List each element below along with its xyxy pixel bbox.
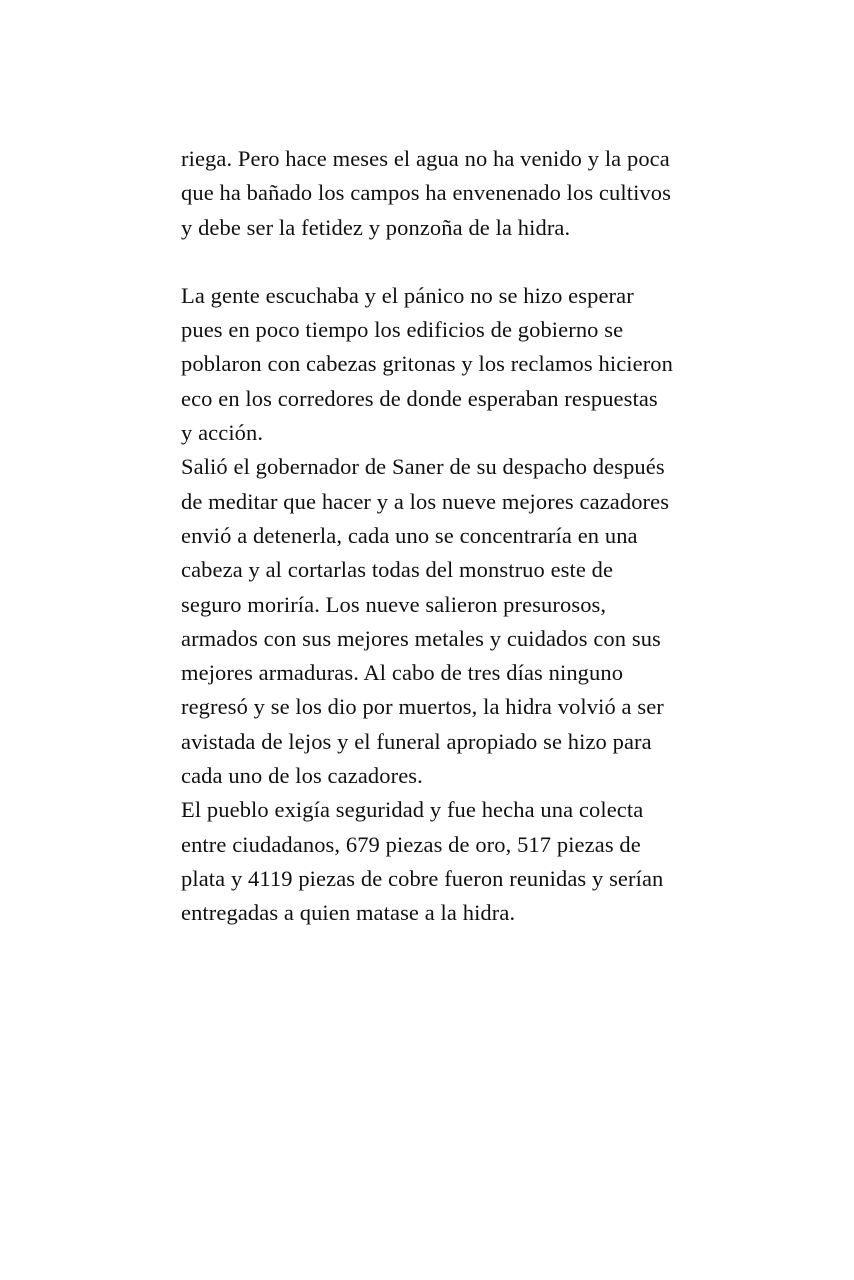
paragraph-3: Salió el gobernador de Saner de su despacho después de meditar que hacer y a los nueve mejores cazadores envió a detenerla, cada uno se concentraría en una cabeza y al cortarlas todas del monstruo este de seguro moriría. Los nueve salieron presurosos, armados con sus mejores metales y cuidados con sus mejores armaduras. Al cabo de tres días ninguno regresó y se los dio por muertos, la hidra volvió a ser avistada de lejos y el funeral apropiado se hizo para cada uno de los cazadores. xyxy=(181,454,670,789)
text-column xyxy=(181,142,673,931)
paragraph-2: La gente escuchaba y el pánico no se hizo esperar pues en poco tiempo los edificios de gobierno se poblaron con cabezas gritonas y los reclamos hicieron eco en los corredores de donde esperaban respuestas y acción. xyxy=(181,282,674,446)
paragraph-4: El pueblo exigía seguridad y fue hecha una colecta entre ciudadanos, 679 piezas de oro, 517 piezas de plata y 4119 piezas de cobre fueron reunidas y serían entregadas a quien matase a la hidra. xyxy=(181,797,664,926)
paragraph-1: riega. Pero hace meses el agua no ha venido y la poca que ha bañado los campos ha envenenado los cultivos y debe ser la fetidez y ponzoña de la hidra. xyxy=(181,146,671,240)
